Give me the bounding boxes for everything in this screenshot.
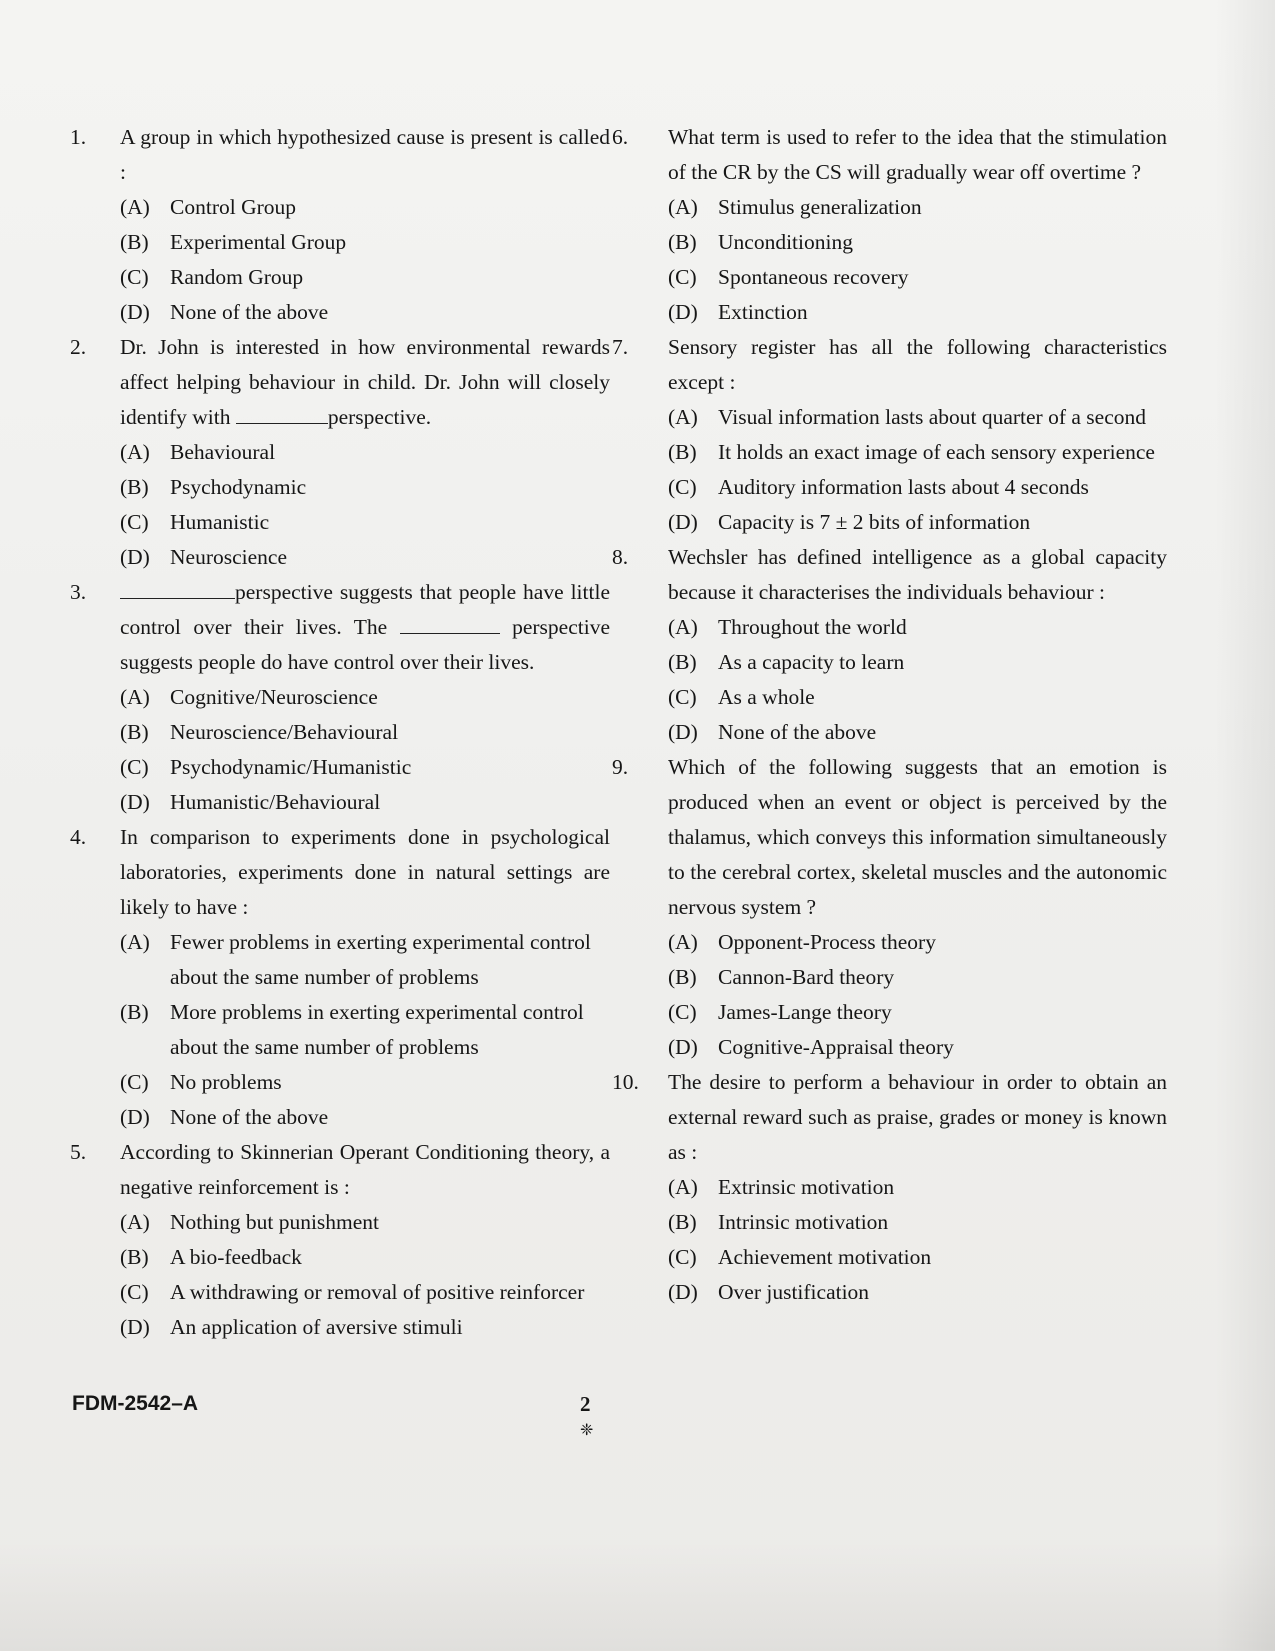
question-number: 4. (70, 825, 87, 849)
question-4 (70, 820, 610, 1135)
option-text: Extinction (718, 300, 808, 324)
option (120, 435, 610, 470)
option-label: (A) (120, 195, 150, 219)
flower-mark-icon: ❈ (580, 1422, 594, 1439)
option-text: Humanistic/Behavioural (170, 790, 381, 814)
answer-blank (236, 401, 328, 424)
option-label: (D) (120, 545, 150, 569)
option-label: (D) (668, 300, 698, 324)
option-label: (D) (120, 790, 150, 814)
option-label: (C) (668, 1000, 697, 1024)
question-8 (612, 540, 1167, 750)
option-label: (C) (668, 1245, 697, 1269)
option (668, 1170, 1167, 1205)
option (120, 1310, 610, 1345)
option (120, 995, 610, 1065)
question-number: 8. (612, 545, 629, 569)
option-label: (A) (120, 930, 150, 954)
option-label: (D) (668, 1280, 698, 1304)
option (120, 225, 610, 260)
option (120, 190, 610, 225)
option (120, 715, 610, 750)
option-label: (A) (668, 930, 698, 954)
option (120, 1100, 610, 1135)
option-text: Unconditioning (718, 230, 853, 254)
option-text: Psychodynamic (170, 475, 307, 499)
question-number: 10. (612, 1070, 639, 1094)
option-label: (C) (668, 685, 697, 709)
option-text: None of the above (170, 1105, 329, 1129)
question-text: Wechsler has defined intelligence as a global capacity because it characterises the individuals behaviour : (668, 545, 1167, 604)
question-text: Which of the following suggests that an emotion is produced when an event or object is perceived by the thalamus, which conveys this information simultaneously to the cerebral cortex, skeletal muscles and the autonomic nervous system ? (668, 755, 1167, 919)
option-text: An application of aversive stimuli (170, 1315, 463, 1339)
option-text: Cannon-Bard theory (718, 965, 895, 989)
option (668, 1030, 1167, 1065)
option-label: (C) (668, 475, 697, 499)
option-label: (B) (120, 475, 149, 499)
option-text: As a whole (718, 685, 815, 709)
option-text: James-Lange theory (718, 1000, 892, 1024)
question-number: 6. (612, 125, 629, 149)
page-number: 2 (580, 1392, 591, 1416)
option (120, 470, 610, 505)
option-label: (C) (120, 1280, 149, 1304)
option-text: Spontaneous recovery (718, 265, 909, 289)
option-text: Auditory information lasts about 4 seconds (718, 475, 1089, 499)
question-1 (70, 120, 610, 330)
option-text: Fewer problems in exerting experimental control about the same number of problems (170, 930, 591, 989)
option-text: Over justification (718, 1280, 870, 1304)
question-text-part2: perspective suggests people do have control over their lives. (120, 615, 611, 674)
question-text (120, 575, 610, 680)
option-text: Behavioural (170, 440, 276, 464)
option-label: (D) (120, 1315, 150, 1339)
question-text-after: perspective. (327, 405, 432, 429)
option-label: (B) (668, 230, 697, 254)
option (120, 505, 610, 540)
option-text: Extrinsic motivation (718, 1175, 895, 1199)
question-number: 7. (612, 335, 629, 359)
option-label: (C) (120, 265, 149, 289)
option (668, 1205, 1167, 1240)
option-text: None of the above (718, 720, 877, 744)
option (120, 785, 610, 820)
option-label: (A) (120, 1210, 150, 1234)
right-column (612, 120, 1167, 1310)
option (120, 750, 610, 785)
option-label: (B) (668, 1210, 697, 1234)
option (668, 190, 1167, 225)
question-number: 2. (70, 335, 87, 359)
left-column (70, 120, 610, 1345)
option-label: (A) (668, 1175, 698, 1199)
question-7 (612, 330, 1167, 540)
option-text: None of the above (170, 300, 329, 324)
option (668, 960, 1167, 995)
question-text: A group in which hypothesized cause is present is called : (120, 125, 610, 184)
option-label: (B) (668, 440, 697, 464)
option-label: (D) (668, 510, 698, 534)
option-label: (A) (668, 405, 698, 429)
option-label: (B) (668, 965, 697, 989)
option-text: Intrinsic motivation (718, 1210, 889, 1234)
option-text: Psychodynamic/Humanistic (170, 755, 412, 779)
option (120, 1065, 610, 1100)
option (668, 400, 1167, 435)
option (120, 680, 610, 715)
option-text: More problems in exerting experimental control about the same number of problems (170, 1000, 584, 1059)
question-number: 5. (70, 1140, 87, 1164)
answer-blank (400, 611, 500, 634)
question-text: Sensory register has all the following characteristics except : (668, 335, 1167, 394)
option-text: Stimulus generalization (718, 195, 922, 219)
option-label: (B) (120, 720, 149, 744)
option-label: (D) (668, 1035, 698, 1059)
scan-shadow (0, 1541, 1275, 1651)
option-label: (B) (668, 650, 697, 674)
option-text: Capacity is 7 ± 2 bits of information (718, 510, 1031, 534)
option-label: (C) (120, 1070, 149, 1094)
option (668, 925, 1167, 960)
option-text: As a capacity to learn (718, 650, 905, 674)
option-text: Humanistic (170, 510, 270, 534)
scan-shadow (1215, 0, 1275, 1651)
option-label: (A) (120, 440, 150, 464)
paper-code: FDM-2542–A (72, 1392, 199, 1415)
option-label: (A) (668, 195, 698, 219)
option-label: (D) (668, 720, 698, 744)
option (120, 1240, 610, 1275)
option-label: (B) (120, 1000, 149, 1024)
question-text: The desire to perform a behaviour in order to obtain an external reward such as praise, grades or money is known as : (668, 1070, 1167, 1164)
option-text: Random Group (170, 265, 304, 289)
question-number: 3. (70, 580, 87, 604)
option-label: (C) (120, 510, 149, 534)
question-text: What term is used to refer to the idea that the stimulation of the CR by the CS will gradually wear off overtime ? (668, 125, 1167, 184)
option-text: Nothing but punishment (170, 1210, 380, 1234)
option (668, 680, 1167, 715)
option (668, 505, 1167, 540)
question-text: In comparison to experiments done in psychological laboratories, experiments done in natural settings are likely to have : (120, 825, 610, 919)
option (120, 260, 610, 295)
question-10 (612, 1065, 1167, 1310)
option (120, 925, 610, 995)
option (120, 1275, 610, 1310)
option (668, 295, 1167, 330)
option (668, 995, 1167, 1030)
option (668, 260, 1167, 295)
option-label: (C) (120, 755, 149, 779)
option (668, 435, 1167, 470)
question-9 (612, 750, 1167, 1065)
option-text: Cognitive-Appraisal theory (718, 1035, 954, 1059)
option (668, 610, 1167, 645)
question-5 (70, 1135, 610, 1345)
option (668, 715, 1167, 750)
option-label: (B) (120, 230, 149, 254)
option-text: No problems (170, 1070, 282, 1094)
option (120, 1205, 610, 1240)
option-label: (D) (120, 1105, 150, 1129)
option (668, 470, 1167, 505)
option-label: (A) (120, 685, 150, 709)
option-text: Opponent-Process theory (718, 930, 936, 954)
option-text: A bio-feedback (170, 1245, 302, 1269)
option (120, 540, 610, 575)
option-label: (C) (668, 265, 697, 289)
option-text: A withdrawing or removal of positive reinforcer (170, 1280, 585, 1304)
option (668, 645, 1167, 680)
option-text: Visual information lasts about quarter of a second (718, 405, 1146, 429)
option-text: Achievement motivation (718, 1245, 932, 1269)
question-text (120, 330, 610, 435)
option (668, 225, 1167, 260)
option (668, 1240, 1167, 1275)
option-text: Throughout the world (718, 615, 907, 639)
question-text-before: Dr. John is interested in how environmental rewards affect helping behaviour in child. Dr. John will closely identify with (120, 335, 610, 429)
option-text: Neuroscience/Behavioural (170, 720, 399, 744)
answer-blank (120, 576, 235, 599)
question-number: 9. (612, 755, 629, 779)
option-text: Control Group (170, 195, 297, 219)
option (120, 295, 610, 330)
option-label: (D) (120, 300, 150, 324)
option-text: Neuroscience (170, 545, 287, 569)
question-3 (70, 575, 610, 820)
option-text: It holds an exact image of each sensory experience (718, 440, 1155, 464)
question-text-part1: perspective suggests that people have little control over their lives. The (120, 580, 610, 639)
option-text: Experimental Group (170, 230, 347, 254)
option (668, 1275, 1167, 1310)
question-number: 1. (70, 125, 87, 149)
option-label: (A) (668, 615, 698, 639)
option-label: (B) (120, 1245, 149, 1269)
question-text: According to Skinnerian Operant Conditioning theory, a negative reinforcement is : (120, 1140, 610, 1199)
question-6 (612, 120, 1167, 330)
question-2 (70, 330, 610, 575)
option-text: Cognitive/Neuroscience (170, 685, 378, 709)
